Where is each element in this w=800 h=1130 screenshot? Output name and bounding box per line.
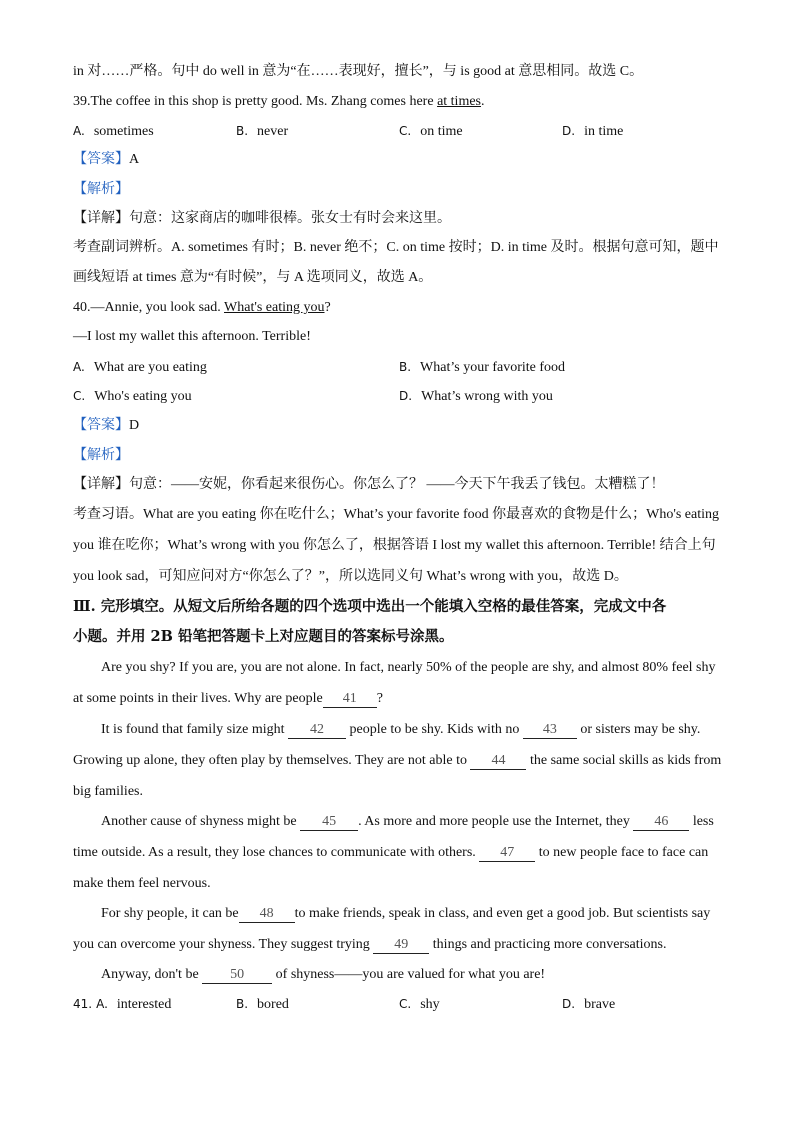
q40-answer-value: D: [129, 418, 140, 433]
q39-stem-pre: 39.The coffee in this shop is pretty good. Ms. Zhang comes here: [73, 94, 438, 109]
q41-option-c-letter: C.: [399, 997, 412, 1011]
q40-explanation-line-3: you look sad，可知应问对方“你怎么了？”，所以选同义句 What’s wrong with you，故选 D。: [73, 569, 628, 584]
q40-option-a: [73, 357, 207, 378]
q39-stem-post: .: [481, 94, 485, 109]
passage-p4-line-1: [101, 904, 710, 924]
blank-42[interactable]: 42: [288, 721, 346, 739]
q39-answer-value: A: [129, 152, 140, 167]
q39-answer: [73, 150, 139, 170]
passage-p1-line-2-pre: at some points in their lives. Why are people: [73, 691, 323, 706]
q39-detail-text: 句意：这家商店的咖啡很棒。张女士有时会来这里。: [129, 211, 451, 226]
blank-50[interactable]: 50: [202, 966, 272, 984]
q39-analysis: [73, 180, 129, 200]
q40-option-d-text: What’s wrong with you: [421, 389, 553, 404]
q41-option-a-text: interested: [116, 997, 172, 1012]
blank-43[interactable]: 43: [523, 721, 577, 739]
q40-option-d: [399, 386, 553, 407]
q39-option-b: [236, 121, 288, 142]
q41-number: 41.: [73, 997, 93, 1011]
q40-analysis-tag: 【解析】: [73, 448, 129, 463]
passage-p2-text-3: or sisters may be shy.: [576, 722, 701, 737]
q41-option-d-letter: D.: [562, 997, 576, 1011]
q40-option-d-letter: D.: [399, 389, 413, 403]
q40-underlined-phrase: What's eating you: [224, 300, 325, 315]
passage-p2-line-1: [101, 720, 700, 740]
q39-detail-tag: 【详解】: [73, 211, 129, 226]
passage-p3-text-3: less: [689, 814, 714, 829]
q40-option-a-text: What are you eating: [93, 360, 207, 375]
q39-analysis-tag: 【解析】: [73, 182, 129, 197]
q40-answer: [73, 416, 139, 436]
q39-answer-tag: 【答案】: [73, 152, 129, 167]
blank-45[interactable]: 45: [300, 813, 358, 831]
q40-detail-tag: 【详解】: [73, 477, 129, 492]
q41-option-c: [399, 994, 440, 1015]
passage-p2-line-2: [73, 751, 721, 771]
q40-explanation-line-1: 考查习语。What are you eating 你在吃什么；What’s your favorite food 你最喜欢的食物是什么；Who's eating: [73, 507, 720, 522]
passage-p3-text-4: time outside. As a result, they lose chances to communicate with others.: [73, 845, 480, 860]
q40-explanation-line-2: you 谁在吃你；What’s wrong with you 你怎么了，根据答语 I lost my wallet this afternoon. Terrible! 结合上句: [73, 538, 716, 553]
passage-p5-text-1: Anyway, don't be: [101, 967, 203, 982]
q41-option-b: [236, 994, 289, 1015]
passage-p3-text-1: Another cause of shyness might be: [101, 814, 301, 829]
q39-option-a-text: sometimes: [93, 124, 154, 139]
passage-p2-text-5: the same social skills as kids from: [526, 753, 722, 768]
section3-heading-line-2: 小题。并用 2B 铅笔把答题卡上对应题目的答案标号涂黑。: [73, 628, 454, 645]
passage-p2-text-4: Growing up alone, they often play by themselves. They are not able to: [73, 753, 471, 768]
q41-option-a: [73, 994, 171, 1015]
q41-option-b-letter: B.: [236, 997, 249, 1011]
q39-option-c-text: on time: [420, 124, 463, 139]
passage-p2-text-2: people to be shy. Kids with no: [346, 722, 523, 737]
q40-option-b: [399, 357, 565, 378]
q41-option-d-text: brave: [584, 997, 616, 1012]
blank-41[interactable]: 41: [323, 690, 377, 708]
passage-p3-line-1: [101, 812, 714, 832]
blank-47[interactable]: 47: [479, 844, 535, 862]
q39-detail: [73, 209, 451, 229]
q40-detail-text: 句意：——安妮，你看起来很伤心。你怎么了？ ——今天下午我丢了钱包。太糟糕了！: [129, 477, 665, 492]
passage-p4-text-2: to make friends, speak in class, and even get a good job. But scientists say: [294, 906, 711, 921]
q41-option-d: [562, 994, 615, 1015]
passage-p4-line-2: [73, 935, 666, 955]
q40-detail: [73, 475, 665, 495]
q40-option-c-text: Who's eating you: [94, 389, 192, 404]
passage-p1-line-2-post: ?: [376, 691, 383, 706]
q40-stem: [73, 298, 331, 318]
q39-option-b-letter: B.: [236, 124, 249, 138]
q39-option-b-text: never: [257, 124, 289, 139]
q40-option-b-text: What’s your favorite food: [420, 360, 566, 375]
q39-stem: [73, 92, 485, 112]
section3-heading-line-1: Ⅲ. 完形填空。从短文后所给各题的四个选项中选出一个能填入空格的最佳答案，完成文中各: [73, 598, 667, 615]
q40-stem-pre: 40.—Annie, you look sad.: [73, 300, 225, 315]
passage-p4-text-3: you can overcome your shyness. They suggest trying: [73, 937, 374, 952]
q40-option-a-letter: A.: [73, 360, 85, 374]
q39-option-a: [73, 121, 154, 142]
blank-46[interactable]: 46: [633, 813, 689, 831]
passage-p2-line-3: big families.: [73, 784, 143, 799]
blank-44[interactable]: 44: [470, 752, 526, 770]
q39-option-d-text: in time: [584, 124, 624, 139]
q41-option-b-text: bored: [257, 997, 289, 1012]
q40-option-b-letter: B.: [399, 360, 412, 374]
passage-p3-text-2: . As more and more people use the Internet, they: [358, 814, 634, 829]
q40-stem-post: ?: [324, 300, 331, 315]
passage-p1-line-1: Are you shy? If you are, you are not alone. In fact, nearly 50% of the people are shy, and almost 80% feel shy: [101, 660, 716, 675]
q40-option-c: [73, 386, 192, 407]
q39-explanation-line-1: 考查副词辨析。A. sometimes 有时；B. never 绝不；C. on time 按时；D. in time 及时。根据句意可知，题中: [73, 240, 719, 255]
passage-p3-line-2: [73, 843, 708, 863]
blank-48[interactable]: 48: [239, 905, 295, 923]
q38-explanation-tail: in 对……严格。句中 do well in 意为“在……表现好，擅长”，与 is good at 意思相同。故选 C。: [73, 64, 644, 79]
q40-answer-tag: 【答案】: [73, 418, 129, 433]
q39-explanation-line-2: 画线短语 at times 意为“有时候”，与 A 选项同义，故选 A。: [73, 270, 433, 285]
q40-reply: —I lost my wallet this afternoon. Terrible!: [73, 329, 311, 344]
passage-p5-text-2: of shyness——you are valued for what you are!: [272, 967, 546, 982]
q39-option-d: [562, 121, 623, 142]
passage-p3-text-5: to new people face to face can: [535, 845, 709, 860]
blank-49[interactable]: 49: [373, 936, 429, 954]
q39-option-c-letter: C.: [399, 124, 412, 138]
q39-underlined-phrase: at times: [437, 94, 481, 109]
passage-p5-line-1: [101, 965, 545, 985]
q41-option-a-letter: A.: [96, 997, 108, 1011]
q40-analysis: [73, 446, 129, 466]
passage-p1-line-2: [73, 689, 383, 709]
q39-option-d-letter: D.: [562, 124, 576, 138]
passage-p2-text-1: It is found that family size might: [101, 722, 289, 737]
q39-option-c: [399, 121, 463, 142]
passage-p4-text-1: For shy people, it can be: [101, 906, 239, 921]
q39-option-a-letter: A.: [73, 124, 85, 138]
q41-option-c-text: shy: [420, 997, 440, 1012]
q40-option-c-letter: C.: [73, 389, 86, 403]
passage-p3-line-3: make them feel nervous.: [73, 876, 211, 891]
passage-p4-text-4: things and practicing more conversations.: [429, 937, 667, 952]
